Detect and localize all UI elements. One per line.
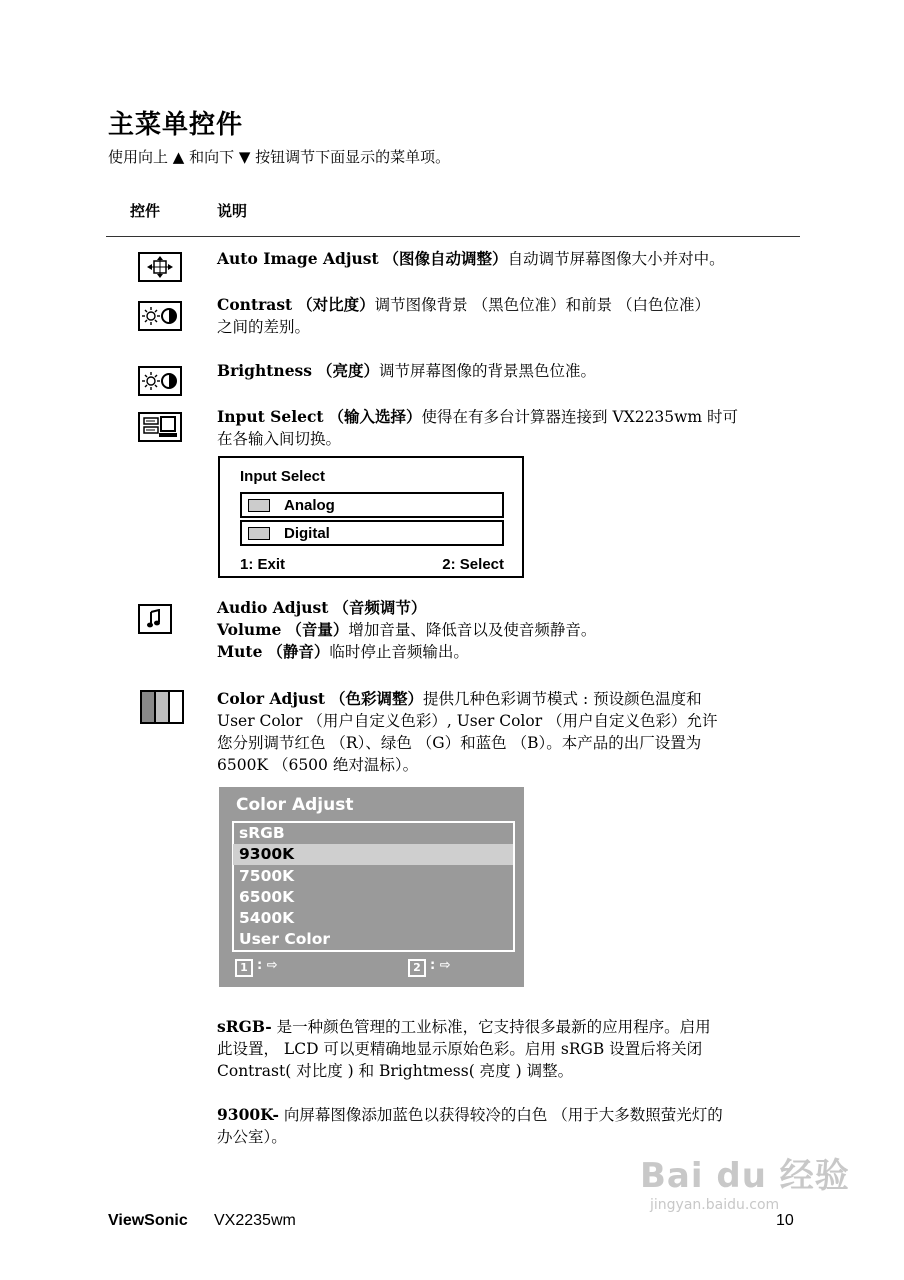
audio-adjust-icon [138,604,172,634]
contrast-description: Contrast （对比度）调节图像背景 （黑色位准）和前景 （白色位准） 之间的差别。 [217,295,711,336]
input-select-icon [138,412,182,442]
baidu-watermark [640,1148,850,1213]
osd-title: Input Select [240,468,326,485]
osd-exit-hint: 1: Exit [240,556,286,573]
brightness-icon [138,366,182,396]
page-title: 主菜单控件 [108,110,244,140]
auto-image-adjust-icon [138,252,182,282]
input-select-osd [218,456,524,578]
srgb-note: sRGB- 是一种颜色管理的工业标准，它支持很多最新的应用程序。启用 此设置， LCD 可以更精确地显示原始色彩。启用 sRGB 设置后将关闭 Contrast( 对比度 ) 和 Brightmess( 亮度 ) 调整。 [217,1017,711,1080]
color-adjust-icon [140,690,184,724]
key-1-action: : ⇨ [257,958,278,973]
enter-icon: ⇨ [439,958,451,973]
osd-option-digital[interactable]: Digital [240,520,504,546]
exit-icon: ⇨ [266,958,278,973]
osd-select-hint: 2: Select [442,556,504,573]
watermark-logo: Bai du 经验 [640,1156,850,1196]
color-option-srgb[interactable]: sRGB [239,824,285,842]
column-header-control: 控件 [130,202,161,220]
intro-text: 使用向上 ▲ 和向下 ▼ 按钮调节下面显示的菜单项。 [108,148,451,166]
osd-title: Color Adjust [236,795,354,815]
color-adjust-description: Color Adjust （色彩调整）提供几种色彩调节模式 : 预设颜色温度和 User Color （用户自定义色彩）, User Color （用户自定义色彩）允许 您分别调节红色 （R）、绿色 （G）和蓝色 （B）。本产品的出厂设置为 6500K （6500 绝对温标）。 [217,689,718,774]
key-2: 2 [408,959,426,977]
auto-image-adjust-description: Auto Image Adjust （图像自动调整）自动调节屏幕图像大小并对中。 [217,249,725,268]
color-option-user-color[interactable]: User Color [239,930,330,948]
contrast-icon [138,301,182,331]
color-option-7500k[interactable]: 7500K [239,867,295,885]
watermark-url: jingyan.baidu.com [650,1197,780,1213]
key-2-action: : ⇨ [430,958,451,973]
9300k-note: 9300K- 向屏幕图像添加蓝色以获得较冷的白色 （用于大多数照萤光灯的 办公室）。 [217,1105,723,1146]
divider [106,236,800,237]
footer-model: VX2235wm [214,1212,296,1229]
audio-adjust-description: Audio Adjust （音频调节） Volume （音量）增加音量、降低音以及使音频静音。 Mute （静音）临时停止音频输出。 [217,598,597,661]
color-option-9300k[interactable]: 9300K [239,845,295,863]
digital-port-icon [248,527,270,540]
analog-port-icon [248,499,270,512]
brightness-description: Brightness （亮度）调节屏幕图像的背景黑色位准。 [217,361,596,380]
osd-option-analog[interactable]: Analog [240,492,504,518]
column-header-description: 说明 [217,202,248,220]
color-option-5400k[interactable]: 5400K [239,909,295,927]
color-adjust-osd [219,787,524,987]
key-1: 1 [235,959,253,977]
input-select-description: Input Select （输入选择）使得在有多台计算器连接到 VX2235wm 时可 在各输入间切换。 [217,407,739,448]
footer-brand: ViewSonic [108,1212,188,1229]
color-option-6500k[interactable]: 6500K [239,888,295,906]
page-number: 10 [776,1212,794,1229]
